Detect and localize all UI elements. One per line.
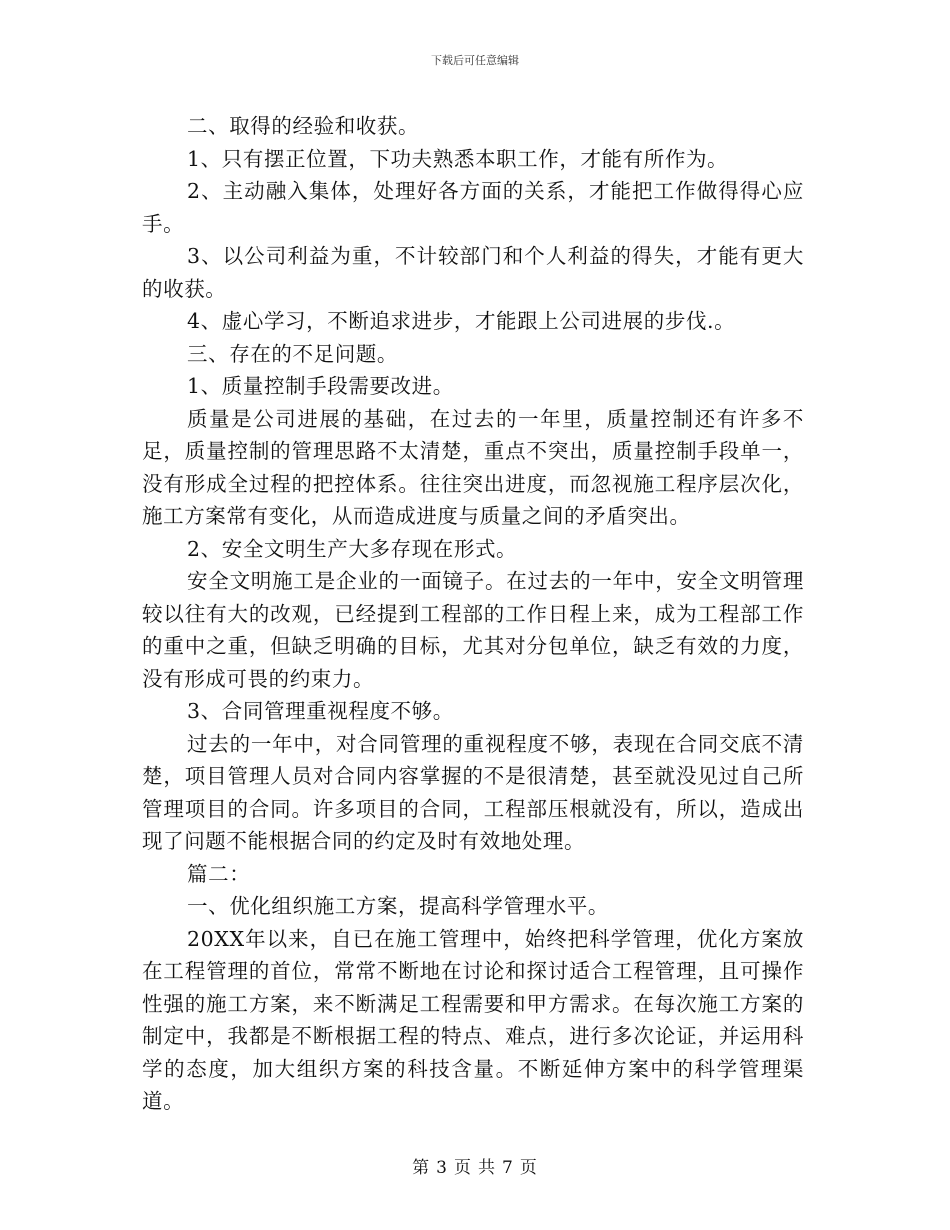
paragraph: 4、虚心学习，不断追求进步，才能跟上公司进展的步伐.。 [187, 309, 736, 333]
paragraph: 安全文明施工是企业的一面镜子。在过去的一年中，安全文明管理较以往有大的改观，已经提到工程部的工作日程上来，成为工程部工作的重中之重，但缺乏明确的目标，尤其对分包单位，缺乏有效的力度，没有形成可畏的约束力。 [142, 569, 804, 691]
section-heading-optimize: 一、优化组织施工方案，提高科学管理水平。 [187, 894, 609, 918]
footer-label-page: 第 [412, 1158, 431, 1178]
section-heading-experience: 二、取得的经验和收获。 [187, 114, 420, 138]
paragraph: 1、只有摆正位置，下功夫熟悉本职工作，才能有所作为。 [187, 146, 729, 171]
subheading-contract: 3、合同管理重视程度不够。 [187, 699, 454, 723]
footer-label-of-page: 页 [454, 1158, 472, 1178]
subheading-quality: 1、质量控制手段需要改进。 [187, 374, 454, 398]
paragraph: 3、以公司利益为重，不计较部门和个人利益的得失，才能有更大的收获。 [142, 244, 804, 301]
footer-label-total: 共 [478, 1158, 496, 1178]
document-body [142, 110, 804, 1118]
chapter-heading: 篇二： [187, 861, 251, 886]
page-header: 下载后可任意编辑 [431, 54, 519, 67]
footer-label-pages: 页 [519, 1158, 538, 1178]
paragraph: 质量是公司进展的基础，在过去的一年里，质量控制还有许多不足，质量控制的管理思路不太清楚，重点不突出，质量控制手段单一，没有形成全过程的把控体系。往往突出进度，而忽视施工程序层次化，施工方案常有变化，从而造成进度与质量之间的矛盾突出。 [142, 406, 804, 528]
paragraph: 20XX年以来，自已在施工管理中，始终把科学管理，优化方案放在工程管理的首位，常常不断地在讨论和探讨适合工程管理，且可操作性强的施工方案，来不断满足工程需要和甲方需求。在每次施工方案的制定中，我都是不断根据工程的特点、难点，进行多次论证，并运用科学的态度，加大组织方案的科技含量。不断延伸方案中的科学管理渠道。 [142, 926, 804, 1113]
section-heading-problems: 三、存在的不足问题。 [187, 341, 398, 366]
footer-page-number: 3 [436, 1158, 448, 1178]
subheading-safety: 2、安全文明生产大多存现在形式。 [187, 536, 518, 561]
paragraph: 2、主动融入集体，处理好各方面的关系，才能把工作做得得心应手。 [142, 179, 804, 236]
paragraph: 过去的一年中，对合同管理的重视程度不够，表现在合同交底不清楚，项目管理人员对合同内容掌握的不是很清楚，甚至就没见过自己所管理项目的合同。许多项目的合同，工程部压根就没有，所以，造成出现了问题不能根据合同的约定及时有效地处理。 [142, 731, 804, 853]
footer-total-pages: 7 [502, 1158, 514, 1178]
page-footer [0, 1153, 950, 1178]
